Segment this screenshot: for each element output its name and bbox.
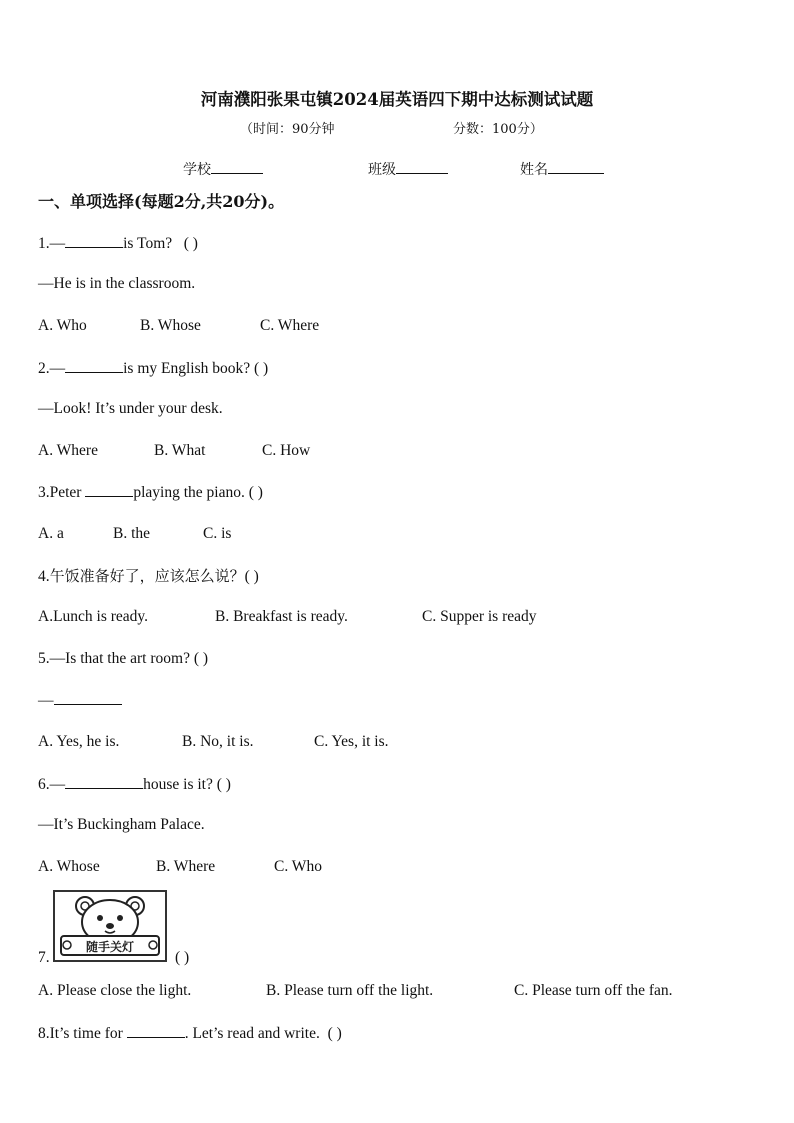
question-text: Peter [49, 484, 82, 501]
question-2-reply: —Look! It’s under your desk. [38, 400, 223, 417]
option-c[interactable]: C. Who [274, 858, 322, 875]
dash: — [49, 360, 66, 377]
option-c[interactable]: C. is [203, 525, 232, 542]
question-6-options [38, 857, 322, 877]
answer-blank[interactable] [65, 774, 143, 789]
question-number: 1. [38, 235, 50, 252]
answer-parentheses[interactable]: ( ) [248, 484, 263, 501]
class-field [368, 159, 448, 179]
bear-icon [55, 892, 165, 960]
question-7-number: 7. [38, 949, 50, 966]
dash: — [38, 692, 54, 709]
question-text: —Is that the art room? [49, 650, 190, 667]
option-b[interactable]: B. Breakfast is ready. [215, 608, 348, 625]
question-5-reply [38, 690, 122, 711]
answer-blank[interactable] [65, 233, 123, 248]
sign-text: 随手关灯 [85, 940, 135, 954]
dash: — [49, 776, 66, 793]
question-2-options [38, 441, 310, 461]
name-field [520, 159, 604, 179]
option-c[interactable]: C. Where [260, 317, 320, 334]
option-c[interactable]: C. Supper is ready [422, 608, 537, 625]
name-label: 姓名 [520, 162, 548, 178]
class-label: 班级 [368, 162, 396, 178]
class-blank[interactable] [396, 159, 448, 174]
school-blank[interactable] [211, 159, 263, 174]
question-text: 午饭准备好了，应该怎么说？ [49, 567, 245, 585]
answer-parentheses[interactable]: ( ) [244, 568, 259, 585]
option-a[interactable]: A. Who [38, 317, 87, 334]
question-number: 6. [38, 776, 50, 793]
section-heading: 一、单项选择(每题2分,共20分)。 [38, 192, 285, 211]
option-b[interactable]: B. the [113, 525, 151, 542]
option-b[interactable]: B. What [154, 442, 206, 459]
exam-score: 分数：100分） [453, 122, 543, 137]
question-text: house is it? [143, 776, 213, 793]
question-3 [38, 482, 263, 503]
question-text: It’s time for [49, 1025, 123, 1042]
question-5-options [38, 732, 389, 752]
option-c[interactable]: C. Yes, it is. [314, 733, 389, 750]
option-b[interactable]: B. Where [156, 858, 216, 875]
question-6-reply: —It’s Buckingham Palace. [38, 816, 205, 833]
page-title: 河南濮阳张果屯镇2024届英语四下期中达标测试试题 [200, 90, 594, 109]
option-b[interactable]: B. No, it is. [182, 733, 254, 750]
dash: — [49, 235, 66, 252]
question-number: 4. [38, 568, 50, 585]
question-number: 3. [38, 484, 50, 501]
answer-blank[interactable] [85, 482, 133, 497]
question-1-options [38, 316, 319, 336]
question-text: . Let’s read and write. [184, 1025, 320, 1042]
question-number: 2. [38, 360, 50, 377]
question-3-options [38, 524, 231, 544]
option-a[interactable]: A.Lunch is ready. [38, 608, 149, 625]
answer-parentheses[interactable]: ( ) [183, 235, 198, 252]
answer-blank[interactable] [65, 358, 123, 373]
question-number: 5. [38, 650, 50, 667]
option-a[interactable]: A. Please close the light. [38, 982, 192, 999]
option-c[interactable]: C. Please turn off the fan. [514, 982, 673, 999]
question-1-reply: —He is in the classroom. [38, 275, 196, 292]
answer-blank[interactable] [54, 690, 122, 705]
question-text: playing the piano. [133, 484, 245, 501]
option-b[interactable]: B. Please turn off the light. [266, 982, 434, 999]
answer-parentheses[interactable]: ( ) [254, 360, 269, 377]
name-blank[interactable] [548, 159, 604, 174]
question-6 [38, 774, 231, 795]
question-4 [38, 566, 259, 587]
turn-off-light-sign [53, 890, 167, 962]
question-5 [38, 649, 208, 669]
option-b[interactable]: B. Whose [140, 317, 201, 334]
option-a[interactable]: A. Yes, he is. [38, 733, 120, 750]
question-7-parentheses[interactable]: ( ) [175, 949, 190, 966]
answer-parentheses[interactable]: ( ) [216, 776, 231, 793]
option-c[interactable]: C. How [262, 442, 311, 459]
answer-parentheses[interactable]: ( ) [327, 1025, 342, 1042]
option-a[interactable]: A. Whose [38, 858, 100, 875]
question-text: is my English book? [123, 360, 251, 377]
question-2 [38, 358, 268, 379]
exam-time: （时间：90分钟 [240, 122, 335, 137]
school-field [183, 159, 263, 179]
question-text: is Tom? [123, 235, 173, 252]
question-8 [38, 1023, 342, 1044]
question-7-options [38, 981, 673, 1001]
answer-blank[interactable] [127, 1023, 185, 1038]
question-number: 8. [38, 1025, 50, 1042]
question-4-options [38, 607, 537, 627]
answer-parentheses[interactable]: ( ) [193, 650, 209, 667]
question-1 [38, 233, 198, 254]
option-a[interactable]: A. a [38, 525, 64, 542]
school-label: 学校 [183, 162, 211, 178]
option-a[interactable]: A. Where [38, 442, 98, 459]
